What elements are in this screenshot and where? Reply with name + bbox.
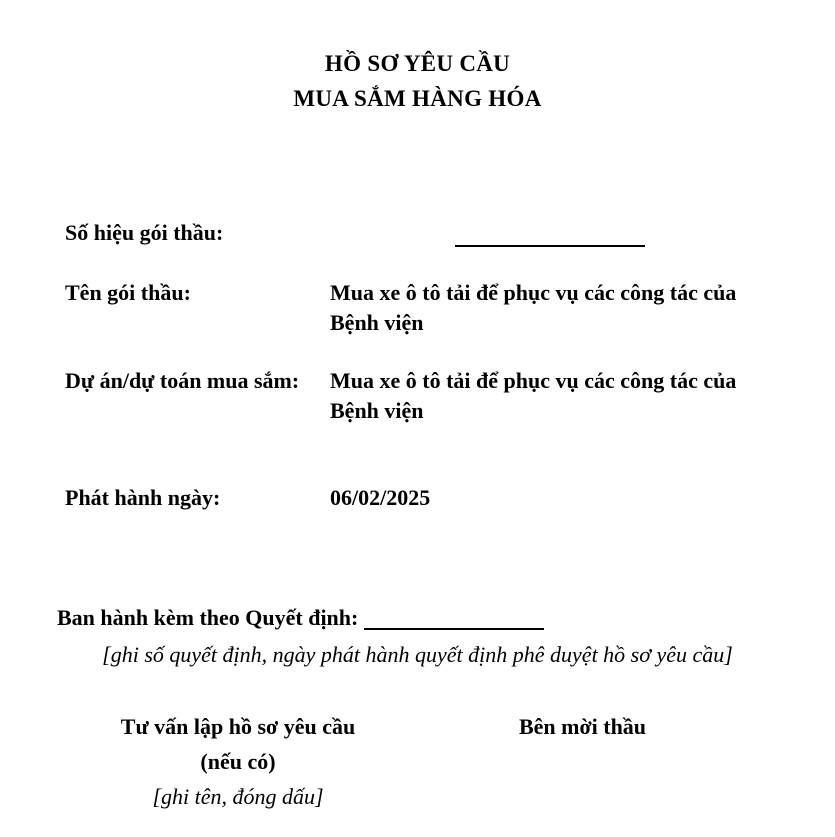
field-value-package-name: Mua xe ô tô tải để phục vụ các công tác của Bệnh viện <box>330 280 737 335</box>
document-title <box>0 46 835 116</box>
signature-procuring-entity-title: Bên mời thầu <box>518 714 647 739</box>
field-label-issue-date: Phát hành ngày: <box>65 485 221 510</box>
decision-note: [ghi số quyết định, ngày phát hành quyết định phê duyệt hồ sơ yêu cầu] <box>102 642 733 667</box>
package-number-blank-line <box>455 245 645 247</box>
signature-consultant-title: Tư vấn lập hồ sơ yêu cầu <box>120 714 356 739</box>
decision-label: Ban hành kèm theo Quyết định: <box>57 605 359 630</box>
field-label-project: Dự án/dự toán mua sắm: <box>65 368 300 393</box>
signature-block-procuring-entity <box>460 709 705 744</box>
title-line-1: HỒ SƠ YÊU CẦU <box>324 51 511 76</box>
decision-blank-line <box>364 606 544 630</box>
decision-line <box>57 601 544 633</box>
field-value-project: Mua xe ô tô tải để phục vụ các công tác của Bệnh viện <box>330 368 737 423</box>
field-label-package-number: Số hiệu gói thầu: <box>65 220 224 245</box>
title-line-2: MUA SẮM HÀNG HÓA <box>293 86 542 111</box>
signature-consultant-subtitle: (nếu có) <box>200 749 276 774</box>
field-label-package-name: Tên gói thầu: <box>65 280 191 305</box>
signature-block-consultant <box>78 709 398 814</box>
field-value-issue-date: 06/02/2025 <box>330 485 431 510</box>
signature-consultant-note: [ghi tên, đóng dấu] <box>152 784 324 809</box>
